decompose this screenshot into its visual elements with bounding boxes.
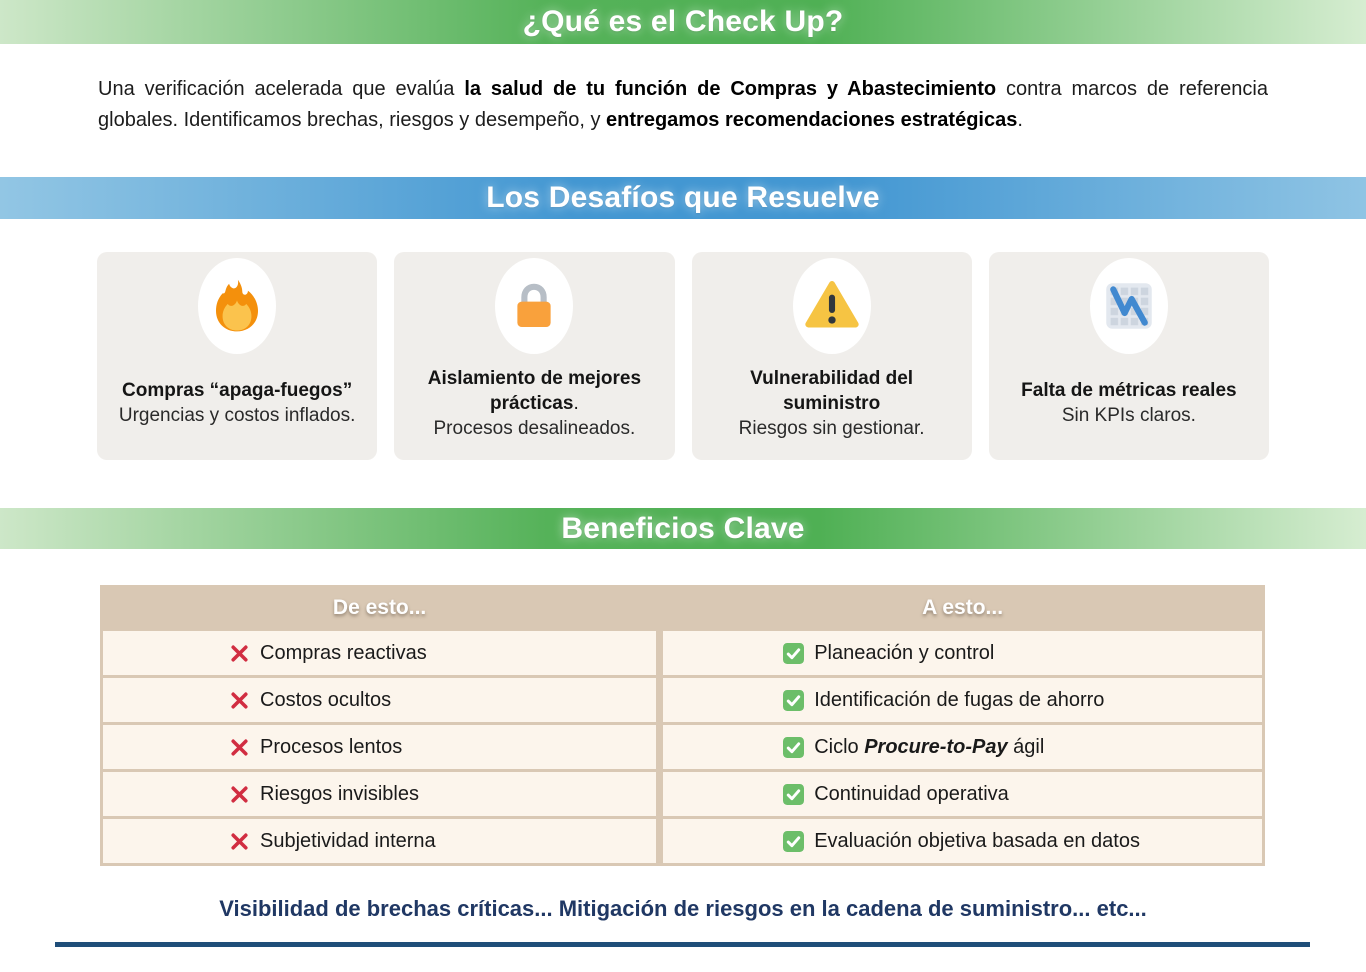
to-text-em: Procure-to-Pay	[864, 735, 1008, 758]
card-title-suffix: .	[573, 392, 579, 414]
to-text	[814, 783, 1009, 806]
chart-decreasing-icon	[1101, 278, 1157, 334]
card-text	[404, 354, 664, 448]
to-text	[814, 689, 1104, 712]
card-title	[704, 366, 960, 416]
card-subtitle: Procesos desalineados.	[433, 417, 636, 439]
from-cell	[103, 631, 656, 675]
card-text	[702, 354, 962, 448]
from-text: Riesgos invisibles	[260, 782, 419, 805]
from-text: Procesos lentos	[260, 735, 403, 758]
check-icon	[783, 784, 804, 805]
challenge-card-metricas	[989, 252, 1269, 460]
intro-bold-1: la salud de tu función de Compras y Abastecimiento	[464, 78, 997, 100]
challenge-card-vulnerabilidad	[692, 252, 972, 460]
to-cell	[663, 819, 1262, 863]
card-title-text: Vulnerabilidad del suministro	[750, 367, 914, 414]
check-icon	[783, 643, 804, 664]
to-text-pre: Ciclo	[814, 735, 865, 758]
challenge-cards	[97, 252, 1269, 460]
card-title	[1021, 378, 1236, 403]
section-banner-benefits	[0, 508, 1366, 549]
card-title	[119, 378, 356, 403]
bottom-rule	[55, 942, 1310, 947]
section-title-what: ¿Qué es el Check Up?	[522, 5, 844, 38]
check-icon	[783, 737, 804, 758]
intro-text: Una verificación acelerada que evalúa	[98, 78, 465, 100]
footer-note: Visibilidad de brechas críticas... Mitigación de riesgos en la cadena de suministro... etc...	[219, 896, 1147, 921]
intro-text: .	[1017, 109, 1023, 131]
intro-text: contra marcos de referencia globales. Identificamos brechas, riesgos y desempeño, y	[98, 78, 1268, 131]
column-header-to: A esto...	[922, 596, 1004, 619]
card-title-text: Compras “apaga-fuegos”	[122, 380, 353, 401]
card-subtitle: Sin KPIs claros.	[1061, 405, 1196, 426]
to-text-pre: Identificación de fugas de ahorro	[814, 688, 1105, 711]
section-title-challenges: Los Desafíos que Resuelve	[486, 181, 880, 214]
from-cell	[103, 725, 656, 769]
card-text	[1019, 354, 1238, 448]
column-header-from: De esto...	[332, 596, 427, 619]
from-text: Compras reactivas	[260, 641, 427, 664]
to-text-pre: Evaluación objetiva basada en datos	[814, 829, 1140, 852]
icon-ellipse	[495, 258, 573, 354]
cross-icon	[229, 737, 250, 758]
lock-icon	[506, 278, 562, 334]
card-subtitle: Urgencias y costos inflados.	[118, 405, 356, 426]
from-text: Costos ocultos	[260, 688, 392, 711]
icon-ellipse	[793, 258, 871, 354]
card-title	[406, 366, 662, 416]
intro-paragraph	[98, 74, 1268, 136]
benefits-table	[100, 585, 1265, 866]
check-icon	[783, 690, 804, 711]
to-cell	[663, 631, 1262, 675]
card-text	[117, 354, 358, 448]
card-title-text: Falta de métricas reales	[1021, 380, 1237, 401]
from-text: Subjetividad interna	[260, 829, 436, 852]
section-banner-what	[0, 0, 1366, 44]
to-cell	[663, 772, 1262, 816]
icon-ellipse	[198, 258, 276, 354]
to-text-post: ágil	[1007, 735, 1045, 758]
to-text	[814, 830, 1140, 853]
card-subtitle: Riesgos sin gestionar.	[738, 417, 925, 439]
to-text	[814, 642, 994, 665]
to-text-pre: Planeación y control	[814, 641, 995, 664]
from-cell	[103, 819, 656, 863]
to-text-pre: Continuidad operativa	[814, 782, 1009, 805]
challenge-card-aislamiento	[394, 252, 674, 460]
cross-icon	[229, 643, 250, 664]
icon-ellipse	[1090, 258, 1168, 354]
fire-icon	[209, 278, 265, 334]
cross-icon	[229, 831, 250, 852]
to-text	[814, 736, 1044, 759]
from-cell	[103, 678, 656, 722]
cross-icon	[229, 690, 250, 711]
check-icon	[783, 831, 804, 852]
challenge-card-apaga-fuegos	[97, 252, 377, 460]
to-cell	[663, 678, 1262, 722]
warning-icon	[804, 278, 860, 334]
from-cell	[103, 772, 656, 816]
to-cell	[663, 725, 1262, 769]
intro-bold-2: entregamos recomendaciones estratégicas	[606, 109, 1018, 131]
cross-icon	[229, 784, 250, 805]
section-title-benefits: Beneficios Clave	[561, 511, 805, 545]
card-title-text: Aislamiento de mejores prácticas	[427, 367, 642, 414]
section-banner-challenges	[0, 177, 1366, 219]
